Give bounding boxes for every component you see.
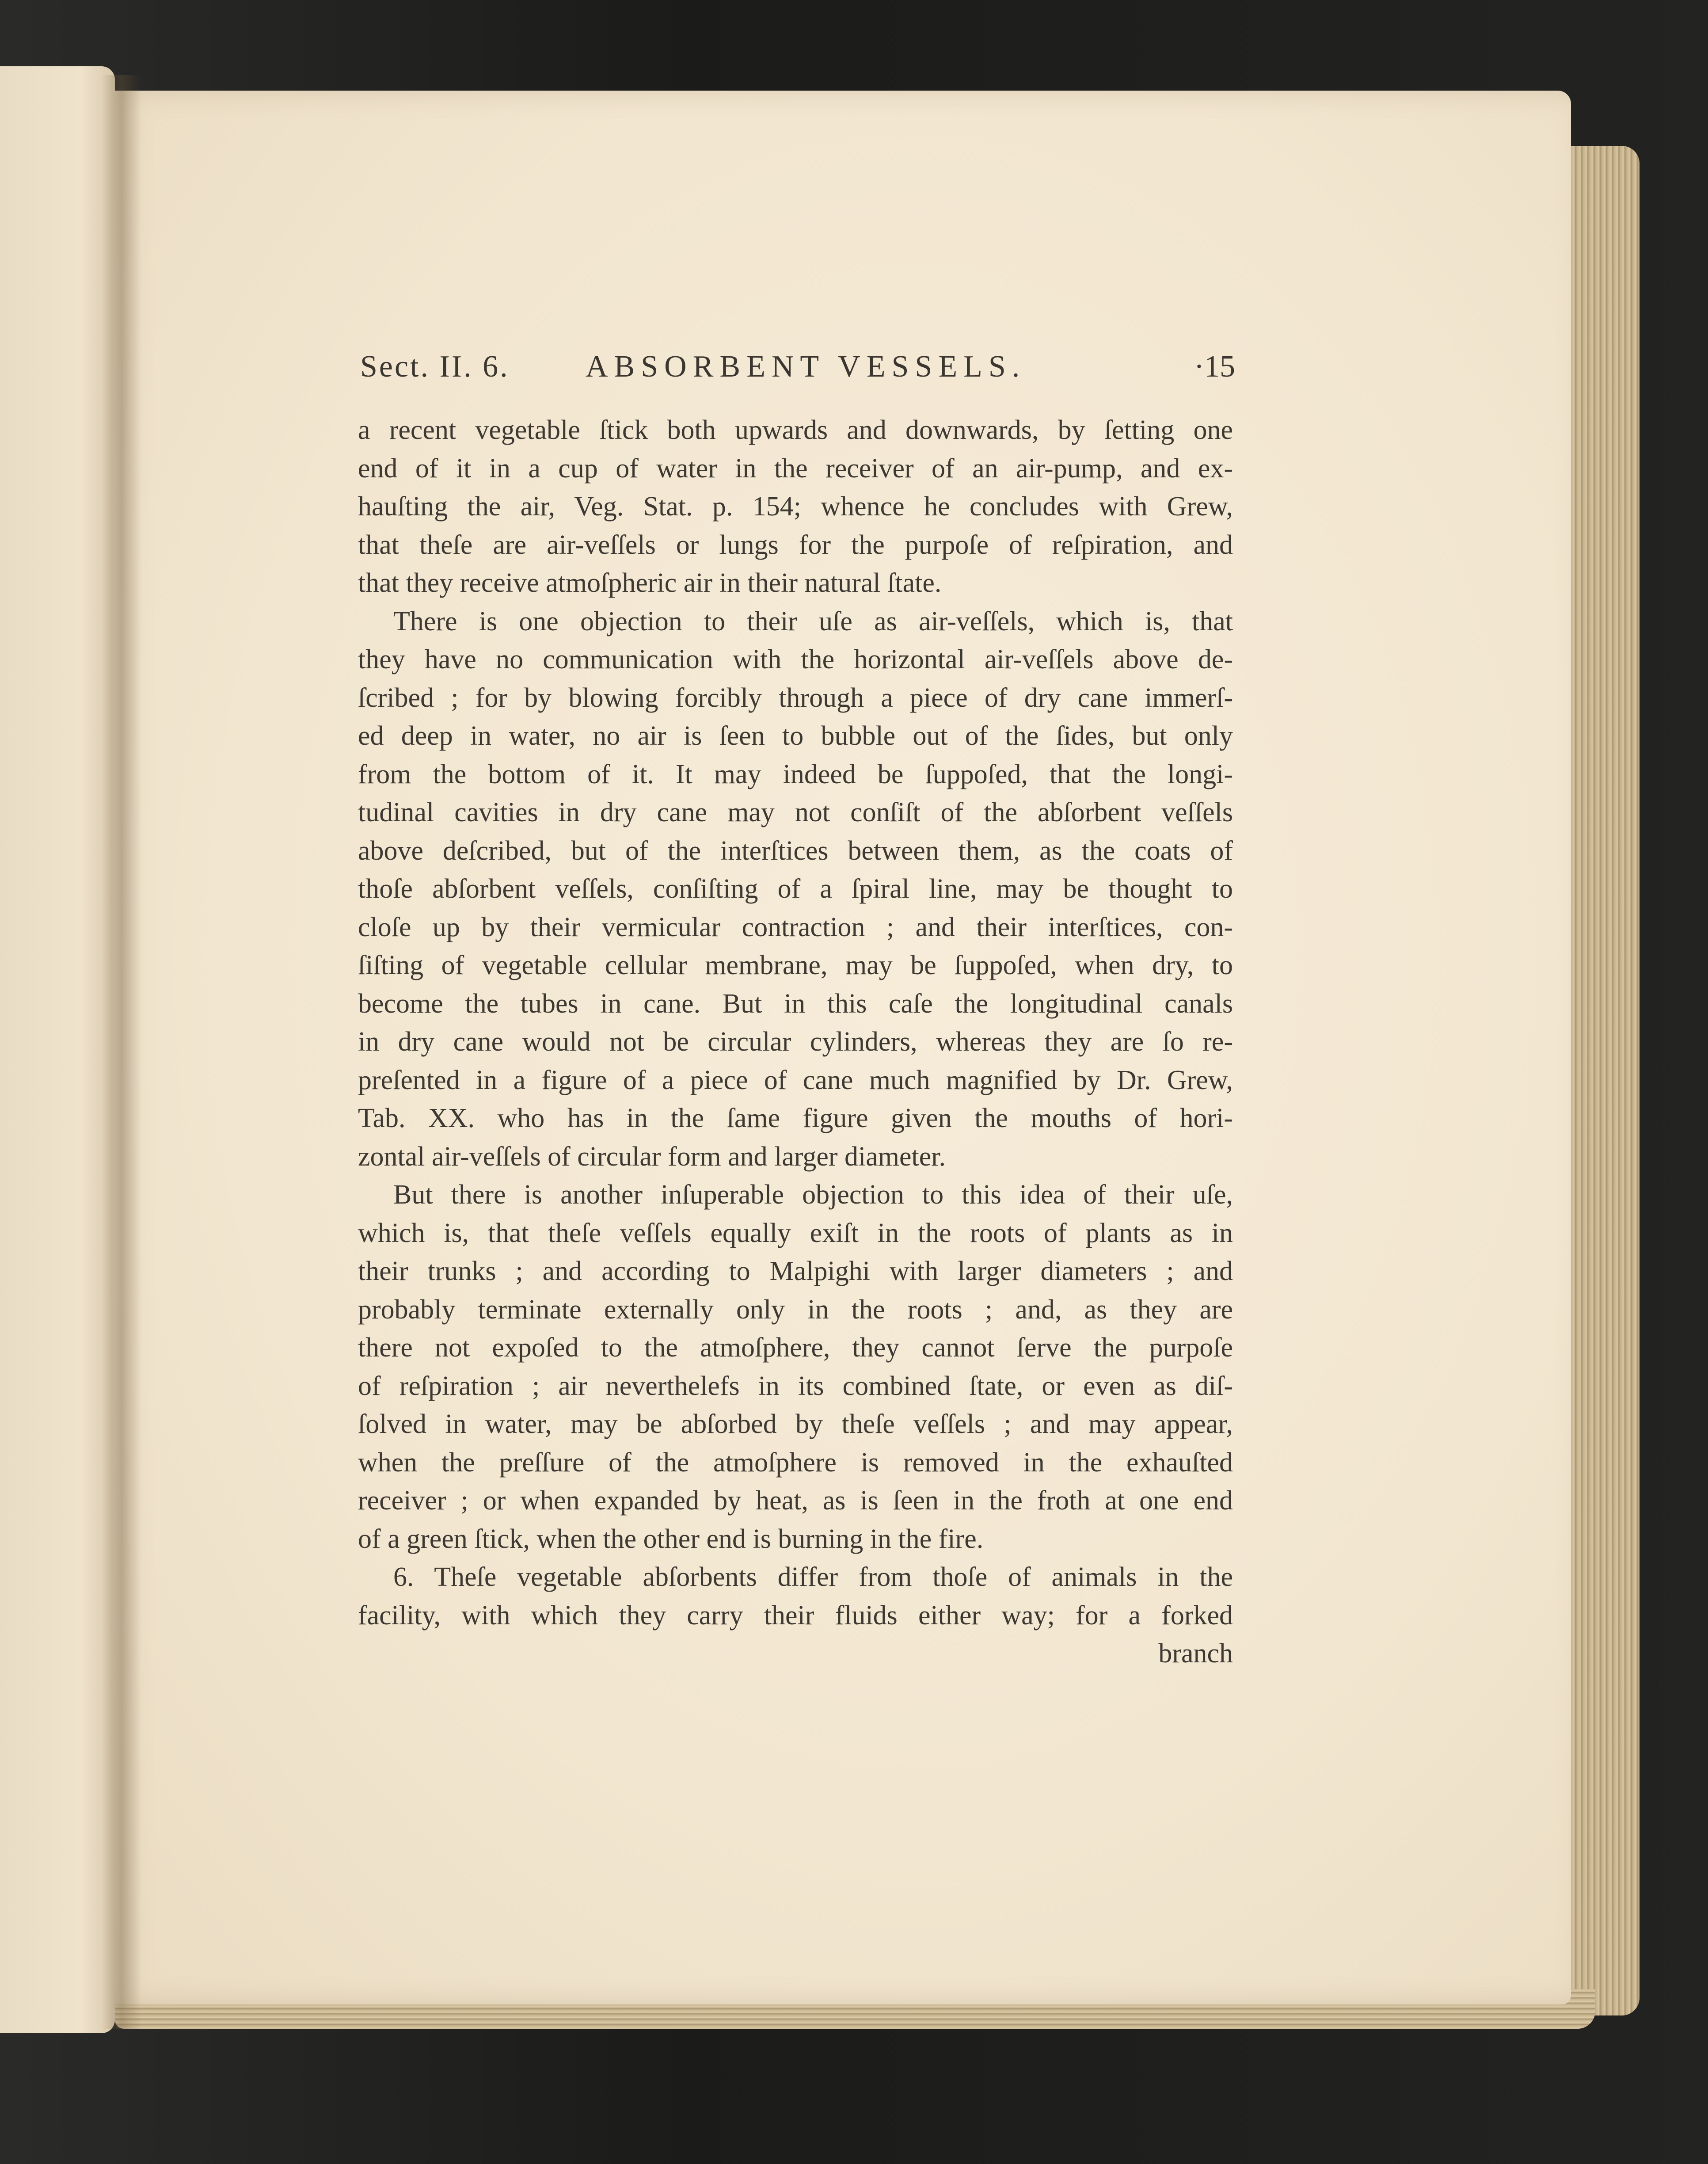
text-line: ed deep in water, no air is ſeen to bubble out of the ſides, but only xyxy=(358,721,1233,751)
text-line: tudinal cavities in dry cane may not conſiſt of the abſorbent veſſels xyxy=(358,797,1233,827)
text-line: in dry cane would not be circular cylinders, whereas they are ſo re- xyxy=(358,1027,1233,1057)
gutter-shadow xyxy=(102,75,141,2029)
text-line: there not expoſed to the atmoſphere, they cannot ſerve the purpoſe xyxy=(358,1333,1233,1363)
text-line: above deſcribed, but of the interſtices between them, as the coats of xyxy=(358,835,1233,866)
text-line: which is, that theſe veſſels equally exiſt in the roots of plants as in xyxy=(358,1218,1233,1248)
text-line: from the bottom of it. It may indeed be ſuppoſed, that the longi- xyxy=(358,759,1233,789)
body-text xyxy=(358,411,1233,1673)
text-line: end of it in a cup of water in the receiver of an air-pump, and ex- xyxy=(358,453,1233,484)
running-header xyxy=(360,349,1235,398)
text-line: ſcribed ; for by blowing forcibly through a piece of dry cane immerſ- xyxy=(358,682,1233,713)
text-line: thoſe abſorbent veſſels, conſiſting of a ſpiral line, may be thought to xyxy=(358,874,1233,904)
section-reference: Sect. II. 6. xyxy=(360,350,510,384)
text-line: when the preſſure of the atmoſphere is removed in the exhauſted xyxy=(358,1447,1233,1478)
text-line: probably terminate externally only in the roots ; and, as they are xyxy=(358,1294,1233,1325)
text-line: their trunks ; and according to Malpighi with larger diameters ; and xyxy=(358,1256,1233,1286)
text-line: facility, with which they carry their fluids either way; for a forked xyxy=(358,1600,1233,1631)
text-line: Tab. XX. who has in the ſame figure given the mouths of hori- xyxy=(358,1103,1233,1133)
text-line: cloſe up by their vermicular contraction ; and their interſtices, con- xyxy=(358,912,1233,942)
text-line: ſolved in water, may be abſorbed by theſe veſſels ; and may appear, xyxy=(358,1409,1233,1439)
text-line: zontal air-veſſels of circular form and larger diameter. xyxy=(358,1141,946,1172)
facing-page-edge xyxy=(0,66,115,2033)
page-number: ·15 xyxy=(1194,350,1235,384)
text-line: 6. Theſe vegetable abſorbents differ from thoſe of animals in the xyxy=(393,1562,1233,1592)
text-line: of reſpiration ; air neverthelefs in its combined ſtate, or even as diſ- xyxy=(358,1371,1233,1401)
text-line: that they receive atmoſpheric air in their natural ſtate. xyxy=(358,568,942,598)
text-line: But there is another inſuperable objection to this idea of their uſe, xyxy=(393,1180,1233,1210)
text-line: hauſting the air, Veg. Stat. p. 154; whence he concludes with Grew, xyxy=(358,491,1233,522)
text-line: a recent vegetable ſtick both upwards and downwards, by ſetting one xyxy=(358,415,1233,445)
text-line: of a green ſtick, when the other end is burning in the fire. xyxy=(358,1524,984,1554)
catchword: branch xyxy=(1158,1638,1233,1669)
text-line: preſented in a figure of a piece of cane much magnified by Dr. Grew, xyxy=(358,1065,1233,1095)
text-line: they have no communication with the horizontal air-veſſels above de- xyxy=(358,644,1233,674)
text-line: become the tubes in cane. But in this caſe the longitudinal canals xyxy=(358,988,1233,1019)
text-line: There is one objection to their uſe as air-veſſels, which is, that xyxy=(393,606,1233,636)
text-line: ſiſting of vegetable cellular membrane, may be ſuppoſed, when dry, to xyxy=(358,950,1233,980)
text-line: that theſe are air-veſſels or lungs for the purpoſe of reſpiration, and xyxy=(358,530,1233,560)
running-title: ABSORBENT VESSELS. xyxy=(586,350,1026,384)
text-line: receiver ; or when expanded by heat, as is ſeen in the froth at one end xyxy=(358,1486,1233,1516)
